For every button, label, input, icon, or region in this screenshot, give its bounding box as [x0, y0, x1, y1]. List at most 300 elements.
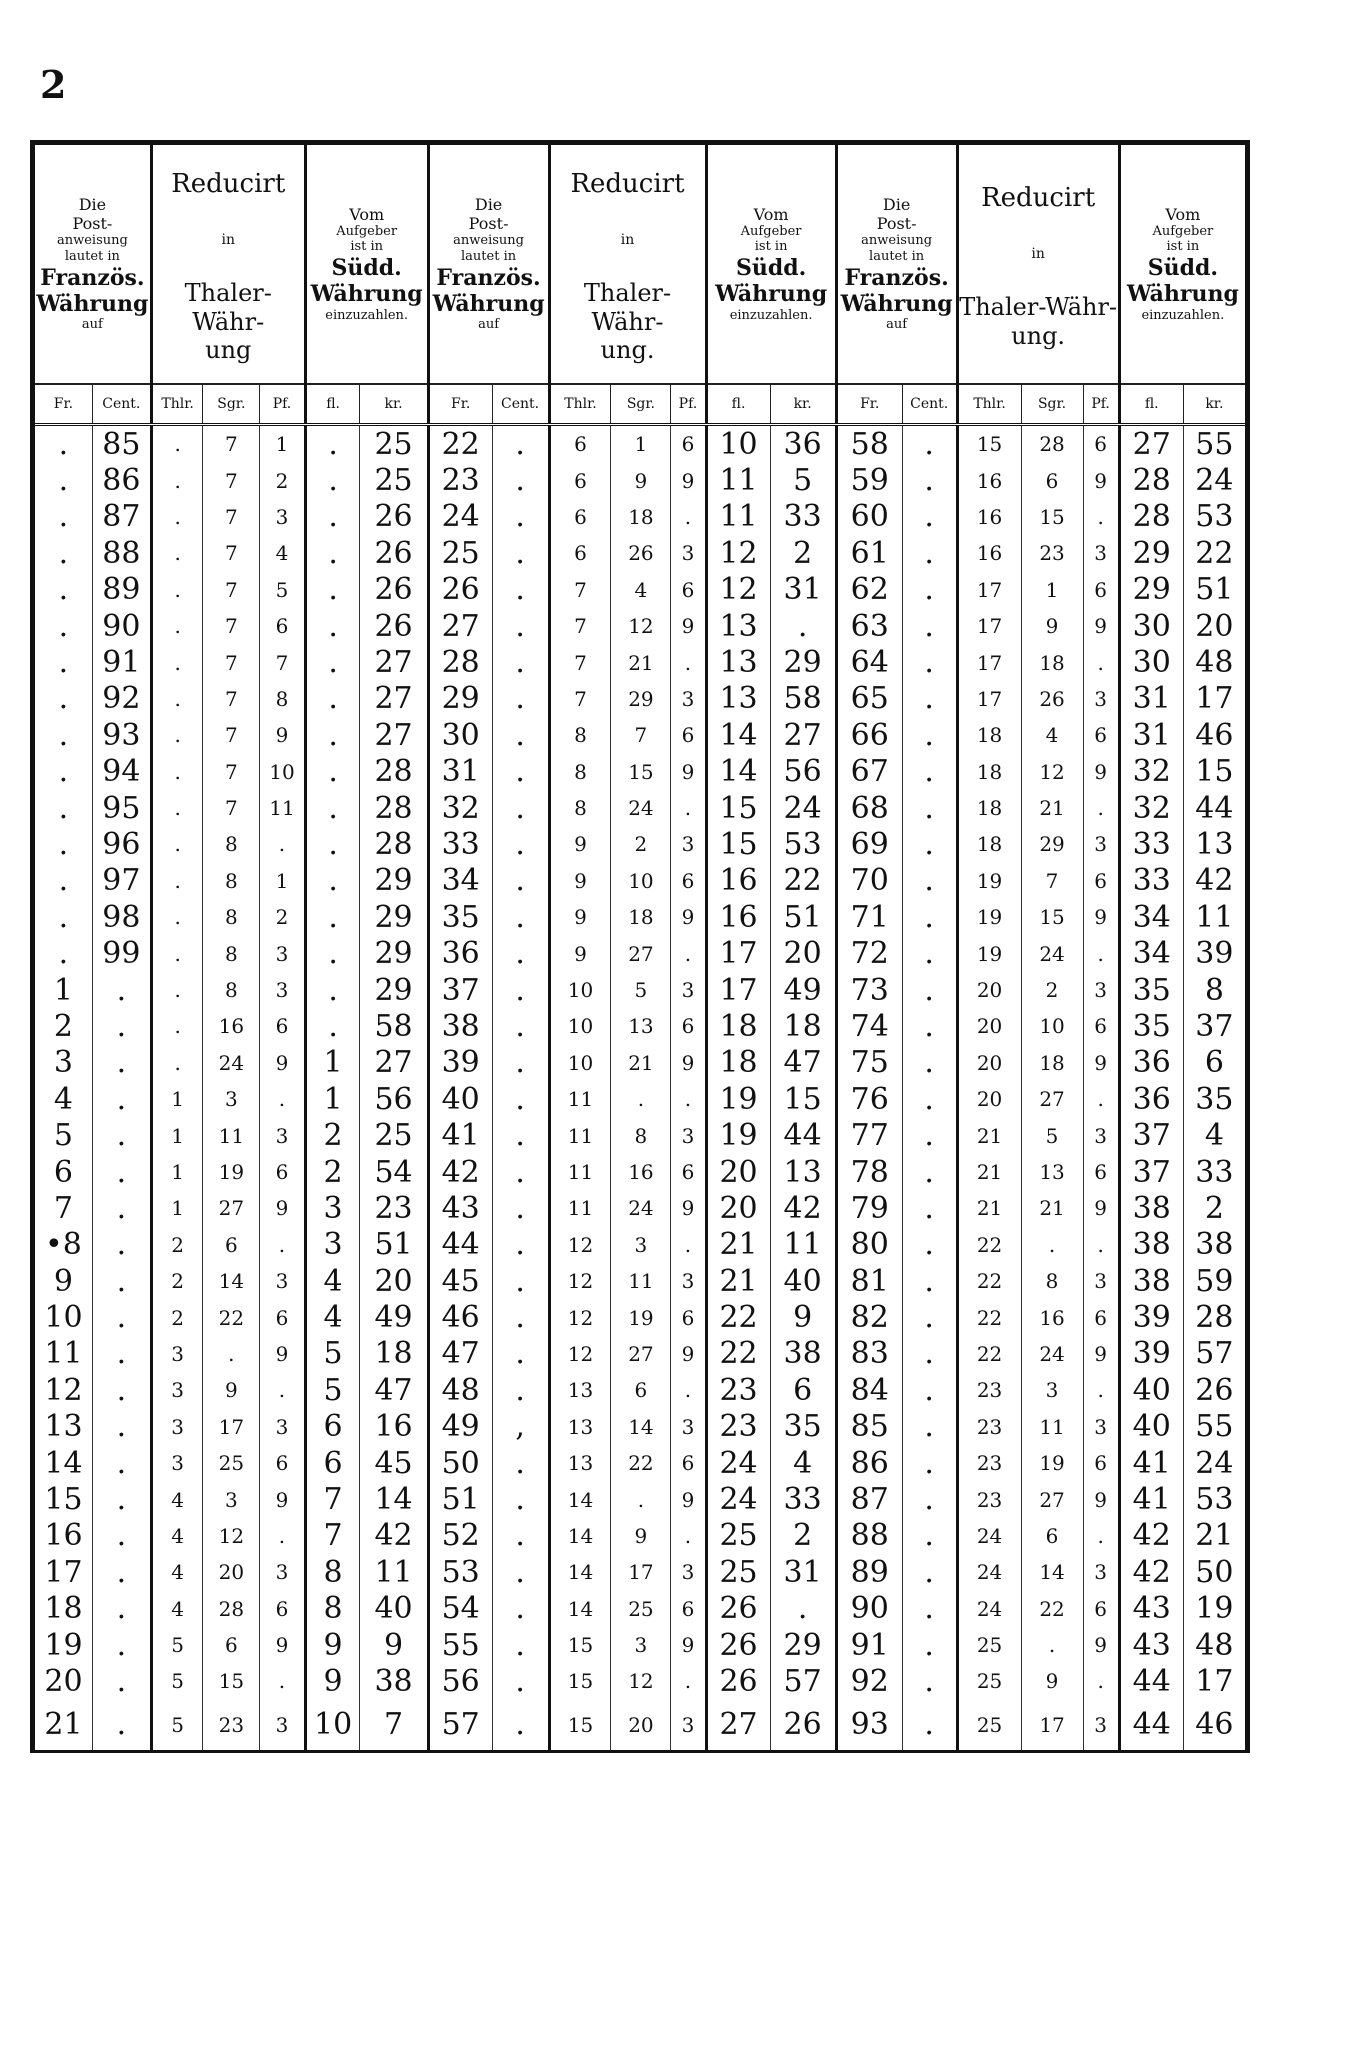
cell-kr: 16: [360, 1409, 428, 1445]
cell-cent: .: [902, 899, 957, 935]
cell-fr: .: [33, 899, 93, 935]
cell-cent: .: [902, 1372, 957, 1408]
cell-sgr: 16: [611, 1154, 671, 1190]
cell-fl: 31: [1119, 681, 1183, 717]
header-text: Währung: [310, 281, 423, 308]
cell-fr: 66: [836, 717, 902, 753]
cell-cent: .: [492, 608, 549, 644]
cell-thlr: .: [151, 863, 203, 899]
cell-thlr: 7: [549, 644, 611, 680]
cell-thlr: 4: [151, 1554, 203, 1590]
cell-fl: 18: [706, 1008, 770, 1044]
cell-pf: 6: [1083, 1008, 1119, 1044]
cell-cent: .: [902, 826, 957, 862]
header-text: Die: [474, 195, 503, 215]
cell-fr: .: [33, 535, 93, 571]
cell-cent: .: [902, 790, 957, 826]
cell-cent: .: [492, 499, 549, 535]
cell-fl: 37: [1119, 1117, 1183, 1153]
cell-fl: 26: [706, 1627, 770, 1663]
cell-sgr: 19: [611, 1299, 671, 1335]
cell-sgr: 6: [1021, 1518, 1083, 1554]
cell-cent: 94: [92, 754, 151, 790]
cell-thlr: 6: [549, 462, 611, 498]
cell-thlr: .: [151, 754, 203, 790]
cell-pf: .: [1083, 1372, 1119, 1408]
cell-fl: 33: [1119, 863, 1183, 899]
cell-pf: .: [260, 1227, 305, 1263]
cell-cent: 89: [92, 572, 151, 608]
cell-pf: 9: [260, 1336, 305, 1372]
cell-kr: 29: [360, 899, 428, 935]
table-row: [33, 754, 1248, 790]
cell-sgr: 21: [611, 1045, 671, 1081]
cell-fr: 53: [428, 1554, 492, 1590]
cell-fr: 51: [428, 1481, 492, 1517]
unit-sgr: Sgr.: [1021, 384, 1083, 425]
cell-fl: 30: [1119, 608, 1183, 644]
cell-pf: 8: [260, 681, 305, 717]
cell-sgr: 29: [611, 681, 671, 717]
cell-fl: 28: [1119, 462, 1183, 498]
cell-sgr: .: [1021, 1227, 1083, 1263]
cell-thlr: .: [151, 790, 203, 826]
cell-sgr: 21: [1021, 1190, 1083, 1226]
header-text: Thaler-Währ-: [583, 278, 672, 336]
cell-fl: 26: [706, 1591, 770, 1627]
cell-fl: 24: [706, 1445, 770, 1481]
cell-fr: 39: [428, 1045, 492, 1081]
cell-sgr: 13: [1021, 1154, 1083, 1190]
cell-pf: 9: [260, 1481, 305, 1517]
cell-kr: .: [770, 1591, 836, 1627]
cell-fr: 38: [428, 1008, 492, 1044]
table-row: [33, 826, 1248, 862]
header-text: einzuzahlen.: [325, 307, 409, 323]
cell-cent: .: [92, 1117, 151, 1153]
cell-kr: 55: [1183, 1409, 1247, 1445]
cell-sgr: 8: [203, 935, 260, 971]
cell-pf: 6: [671, 425, 706, 463]
cell-fr: 50: [428, 1445, 492, 1481]
cell-fr: 57: [428, 1700, 492, 1752]
cell-thlr: 5: [151, 1663, 203, 1699]
cell-thlr: 19: [957, 863, 1021, 899]
cell-fl: 10: [305, 1700, 360, 1752]
cell-pf: 6: [260, 1445, 305, 1481]
cell-sgr: 26: [611, 535, 671, 571]
cell-sgr: 11: [611, 1263, 671, 1299]
cell-thlr: 20: [957, 972, 1021, 1008]
cell-fl: .: [305, 535, 360, 571]
cell-fr: 19: [33, 1627, 93, 1663]
cell-fl: 2: [305, 1117, 360, 1153]
unit-fl: fl.: [305, 384, 360, 425]
table-row: [33, 1700, 1248, 1752]
cell-sgr: 18: [611, 499, 671, 535]
cell-fr: 67: [836, 754, 902, 790]
cell-sgr: 7: [203, 572, 260, 608]
cell-fl: 38: [1119, 1190, 1183, 1226]
cell-thlr: 9: [549, 863, 611, 899]
cell-thlr: 9: [549, 899, 611, 935]
cell-cent: .: [492, 1481, 549, 1517]
cell-kr: 26: [770, 1700, 836, 1752]
cell-fr: 31: [428, 754, 492, 790]
cell-kr: 39: [1183, 935, 1247, 971]
cell-fr: .: [33, 499, 93, 535]
cell-kr: 47: [770, 1045, 836, 1081]
cell-pf: 6: [671, 1008, 706, 1044]
cell-cent: .: [492, 1154, 549, 1190]
cell-thlr: 3: [151, 1445, 203, 1481]
cell-fr: .: [33, 644, 93, 680]
cell-sgr: 20: [203, 1554, 260, 1590]
header-text: Post-: [468, 214, 509, 234]
cell-thlr: 13: [549, 1372, 611, 1408]
cell-fl: 40: [1119, 1409, 1183, 1445]
header-text: Aufgeber: [740, 223, 802, 239]
cell-kr: 35: [1183, 1081, 1247, 1117]
cell-fl: 8: [305, 1554, 360, 1590]
table-row: [33, 972, 1248, 1008]
cell-cent: .: [92, 1518, 151, 1554]
cell-pf: .: [260, 1372, 305, 1408]
header-text: Französ.: [436, 264, 541, 291]
cell-pf: 9: [260, 1045, 305, 1081]
cell-cent: .: [92, 1409, 151, 1445]
cell-kr: 42: [360, 1518, 428, 1554]
cell-fl: 36: [1119, 1045, 1183, 1081]
cell-fr: 28: [428, 644, 492, 680]
cell-fr: 13: [33, 1409, 93, 1445]
cell-pf: 3: [671, 1263, 706, 1299]
cell-cent: .: [492, 1227, 549, 1263]
table-row: [33, 608, 1248, 644]
cell-cent: .: [492, 425, 549, 463]
cell-kr: 26: [360, 572, 428, 608]
cell-kr: 20: [1183, 608, 1247, 644]
cell-sgr: 14: [611, 1409, 671, 1445]
cell-pf: .: [671, 1518, 706, 1554]
header-reduced-3: [957, 143, 1119, 385]
cell-kr: 51: [1183, 572, 1247, 608]
header-text: Aufgeber: [336, 223, 398, 239]
cell-sgr: 8: [203, 972, 260, 1008]
cell-fr: 7: [33, 1190, 93, 1226]
cell-fl: 38: [1119, 1227, 1183, 1263]
cell-fr: 34: [428, 863, 492, 899]
cell-kr: 54: [360, 1154, 428, 1190]
header-text: Südd.: [1147, 255, 1218, 281]
unit-thlr: Thlr.: [549, 384, 611, 425]
header-text: ung: [205, 336, 252, 365]
cell-pf: .: [1083, 1227, 1119, 1263]
cell-thlr: 20: [957, 1081, 1021, 1117]
cell-pf: 3: [1083, 826, 1119, 862]
cell-thlr: 10: [549, 1045, 611, 1081]
cell-pf: 6: [260, 1299, 305, 1335]
cell-fr: 56: [428, 1663, 492, 1699]
cell-thlr: 17: [957, 572, 1021, 608]
cell-thlr: .: [151, 899, 203, 935]
cell-thlr: 8: [549, 790, 611, 826]
cell-fr: 27: [428, 608, 492, 644]
cell-fr: .: [33, 754, 93, 790]
cell-fl: 25: [706, 1554, 770, 1590]
cell-sgr: 19: [203, 1154, 260, 1190]
cell-cent: .: [902, 1409, 957, 1445]
cell-sgr: 1: [1021, 572, 1083, 608]
cell-kr: 20: [770, 935, 836, 971]
cell-kr: 45: [360, 1445, 428, 1481]
cell-sgr: 3: [611, 1227, 671, 1263]
cell-kr: 13: [770, 1154, 836, 1190]
cell-fl: 41: [1119, 1445, 1183, 1481]
cell-fl: 30: [1119, 644, 1183, 680]
cell-pf: 3: [260, 1409, 305, 1445]
cell-thlr: 11: [549, 1117, 611, 1153]
cell-pf: .: [1083, 644, 1119, 680]
cell-sgr: 25: [611, 1591, 671, 1627]
cell-fl: 9: [305, 1663, 360, 1699]
cell-pf: 6: [1083, 1591, 1119, 1627]
cell-fl: 39: [1119, 1299, 1183, 1335]
cell-thlr: 19: [957, 935, 1021, 971]
cell-fl: .: [305, 608, 360, 644]
cell-cent: .: [902, 863, 957, 899]
cell-thlr: 14: [549, 1554, 611, 1590]
cell-sgr: 9: [1021, 1663, 1083, 1699]
cell-fr: 6: [33, 1154, 93, 1190]
cell-thlr: 11: [549, 1081, 611, 1117]
cell-thlr: 7: [549, 681, 611, 717]
cell-sgr: 1: [611, 425, 671, 463]
cell-cent: .: [492, 1372, 549, 1408]
cell-cent: 95: [92, 790, 151, 826]
cell-kr: 35: [770, 1409, 836, 1445]
cell-thlr: 19: [957, 899, 1021, 935]
cell-kr: 22: [770, 863, 836, 899]
cell-kr: 49: [360, 1299, 428, 1335]
cell-cent: .: [902, 1154, 957, 1190]
cell-fr: 37: [428, 972, 492, 1008]
cell-pf: 6: [671, 1299, 706, 1335]
cell-fl: 22: [706, 1299, 770, 1335]
cell-sgr: 24: [1021, 1336, 1083, 1372]
cell-fr: .: [33, 681, 93, 717]
cell-fr: 91: [836, 1627, 902, 1663]
cell-sgr: 11: [203, 1117, 260, 1153]
cell-kr: 11: [360, 1554, 428, 1590]
cell-kr: 42: [770, 1190, 836, 1226]
cell-thlr: 4: [151, 1591, 203, 1627]
cell-sgr: 18: [1021, 644, 1083, 680]
cell-fr: 59: [836, 462, 902, 498]
table-row: [33, 1554, 1248, 1590]
cell-fl: 10: [706, 425, 770, 463]
cell-fl: 17: [706, 935, 770, 971]
header-reduced-1: [151, 143, 305, 385]
cell-kr: 27: [360, 681, 428, 717]
cell-cent: .: [492, 826, 549, 862]
cell-cent: .: [902, 425, 957, 463]
cell-fl: 29: [1119, 572, 1183, 608]
unit-sgr: Sgr.: [611, 384, 671, 425]
cell-fr: 26: [428, 572, 492, 608]
cell-kr: 25: [360, 462, 428, 498]
cell-cent: .: [902, 1445, 957, 1481]
cell-kr: 2: [770, 1518, 836, 1554]
header-text: Reducirt: [570, 168, 685, 199]
cell-kr: 25: [360, 425, 428, 463]
cell-thlr: 2: [151, 1263, 203, 1299]
cell-fl: .: [305, 425, 360, 463]
cell-sgr: 8: [203, 863, 260, 899]
cell-sgr: 7: [203, 608, 260, 644]
cell-cent: .: [492, 935, 549, 971]
cell-sgr: 2: [1021, 972, 1083, 1008]
cell-sgr: 24: [611, 1190, 671, 1226]
cell-kr: 48: [1183, 1627, 1247, 1663]
cell-sgr: 6: [1021, 462, 1083, 498]
cell-kr: 6: [1183, 1045, 1247, 1081]
cell-fl: 24: [706, 1481, 770, 1517]
cell-sgr: 6: [611, 1372, 671, 1408]
cell-pf: 9: [260, 1190, 305, 1226]
header-text: Währung: [36, 290, 149, 317]
cell-fl: 6: [305, 1445, 360, 1481]
cell-fr: 77: [836, 1117, 902, 1153]
cell-sgr: 27: [1021, 1481, 1083, 1517]
header-text: Südd.: [735, 255, 807, 281]
cell-fr: 24: [428, 499, 492, 535]
cell-fl: 44: [1119, 1663, 1183, 1699]
cell-pf: 9: [1083, 1481, 1119, 1517]
cell-cent: .: [492, 1299, 549, 1335]
cell-kr: 9: [360, 1627, 428, 1663]
cell-cent: .: [492, 1518, 549, 1554]
cell-sgr: 23: [203, 1700, 260, 1752]
cell-thlr: 1: [151, 1117, 203, 1153]
cell-fr: 73: [836, 972, 902, 1008]
cell-pf: 9: [1083, 1190, 1119, 1226]
cell-pf: 3: [260, 1263, 305, 1299]
cell-fl: .: [305, 935, 360, 971]
cell-thlr: 24: [957, 1554, 1021, 1590]
cell-kr: 37: [1183, 1008, 1247, 1044]
cell-thlr: 23: [957, 1409, 1021, 1445]
cell-fl: .: [305, 462, 360, 498]
cell-thlr: 12: [549, 1299, 611, 1335]
cell-sgr: 17: [203, 1409, 260, 1445]
cell-sgr: 6: [203, 1627, 260, 1663]
cell-pf: .: [260, 1663, 305, 1699]
cell-kr: 4: [1183, 1117, 1247, 1153]
cell-thlr: 9: [549, 826, 611, 862]
table-row: [33, 681, 1248, 717]
cell-pf: 1: [260, 863, 305, 899]
cell-fl: 6: [305, 1409, 360, 1445]
cell-cent: .: [902, 1008, 957, 1044]
table-row: [33, 1336, 1248, 1372]
cell-cent: .: [92, 1700, 151, 1752]
cell-cent: .: [492, 899, 549, 935]
header-text: ung.: [600, 336, 655, 365]
cell-thlr: 10: [549, 1008, 611, 1044]
cell-kr: .: [770, 608, 836, 644]
table-row: [33, 425, 1248, 463]
cell-pf: 3: [671, 972, 706, 1008]
cell-sgr: 4: [611, 572, 671, 608]
cell-kr: 11: [770, 1227, 836, 1263]
cell-thlr: 6: [549, 499, 611, 535]
cell-kr: 17: [1183, 1663, 1247, 1699]
cell-thlr: 12: [549, 1227, 611, 1263]
cell-fr: 58: [836, 425, 902, 463]
cell-thlr: 21: [957, 1190, 1021, 1226]
cell-kr: 57: [770, 1663, 836, 1699]
table-body: [33, 425, 1248, 1752]
cell-fr: 64: [836, 644, 902, 680]
cell-sgr: 11: [1021, 1409, 1083, 1445]
cell-fl: 32: [1119, 754, 1183, 790]
cell-thlr: 23: [957, 1372, 1021, 1408]
cell-fr: 81: [836, 1263, 902, 1299]
cell-cent: .: [902, 1336, 957, 1372]
cell-fr: 33: [428, 826, 492, 862]
header-text: Thaler-Währ-: [959, 293, 1118, 322]
header-row: [33, 143, 1248, 385]
header-text: ung.: [1011, 321, 1066, 350]
cell-cent: .: [492, 535, 549, 571]
cell-fl: 4: [305, 1299, 360, 1335]
cell-fr: 62: [836, 572, 902, 608]
cell-cent: .: [92, 1336, 151, 1372]
table-row: [33, 1263, 1248, 1299]
cell-thlr: 8: [549, 717, 611, 753]
cell-kr: 49: [770, 972, 836, 1008]
cell-kr: 25: [360, 1117, 428, 1153]
cell-kr: 18: [770, 1008, 836, 1044]
cell-thlr: 3: [151, 1336, 203, 1372]
cell-cent: .: [902, 1081, 957, 1117]
cell-cent: .: [902, 1190, 957, 1226]
cell-sgr: 23: [1021, 535, 1083, 571]
cell-cent: .: [902, 681, 957, 717]
cell-sgr: 24: [611, 790, 671, 826]
cell-thlr: 13: [549, 1409, 611, 1445]
cell-fr: 70: [836, 863, 902, 899]
cell-fl: 31: [1119, 717, 1183, 753]
cell-fl: 2: [305, 1154, 360, 1190]
cell-fl: 27: [706, 1700, 770, 1752]
cell-fr: 25: [428, 535, 492, 571]
cell-pf: 3: [671, 826, 706, 862]
unit-fl: fl.: [706, 384, 770, 425]
cell-pf: .: [1083, 1518, 1119, 1554]
table-row: [33, 499, 1248, 535]
cell-pf: .: [1083, 935, 1119, 971]
header-text: Währung: [1126, 281, 1239, 308]
cell-pf: .: [671, 790, 706, 826]
cell-fl: .: [305, 717, 360, 753]
cell-thlr: 15: [549, 1663, 611, 1699]
cell-fl: 1: [305, 1081, 360, 1117]
header-text: auf: [81, 317, 103, 333]
cell-fr: 68: [836, 790, 902, 826]
cell-kr: 40: [770, 1263, 836, 1299]
